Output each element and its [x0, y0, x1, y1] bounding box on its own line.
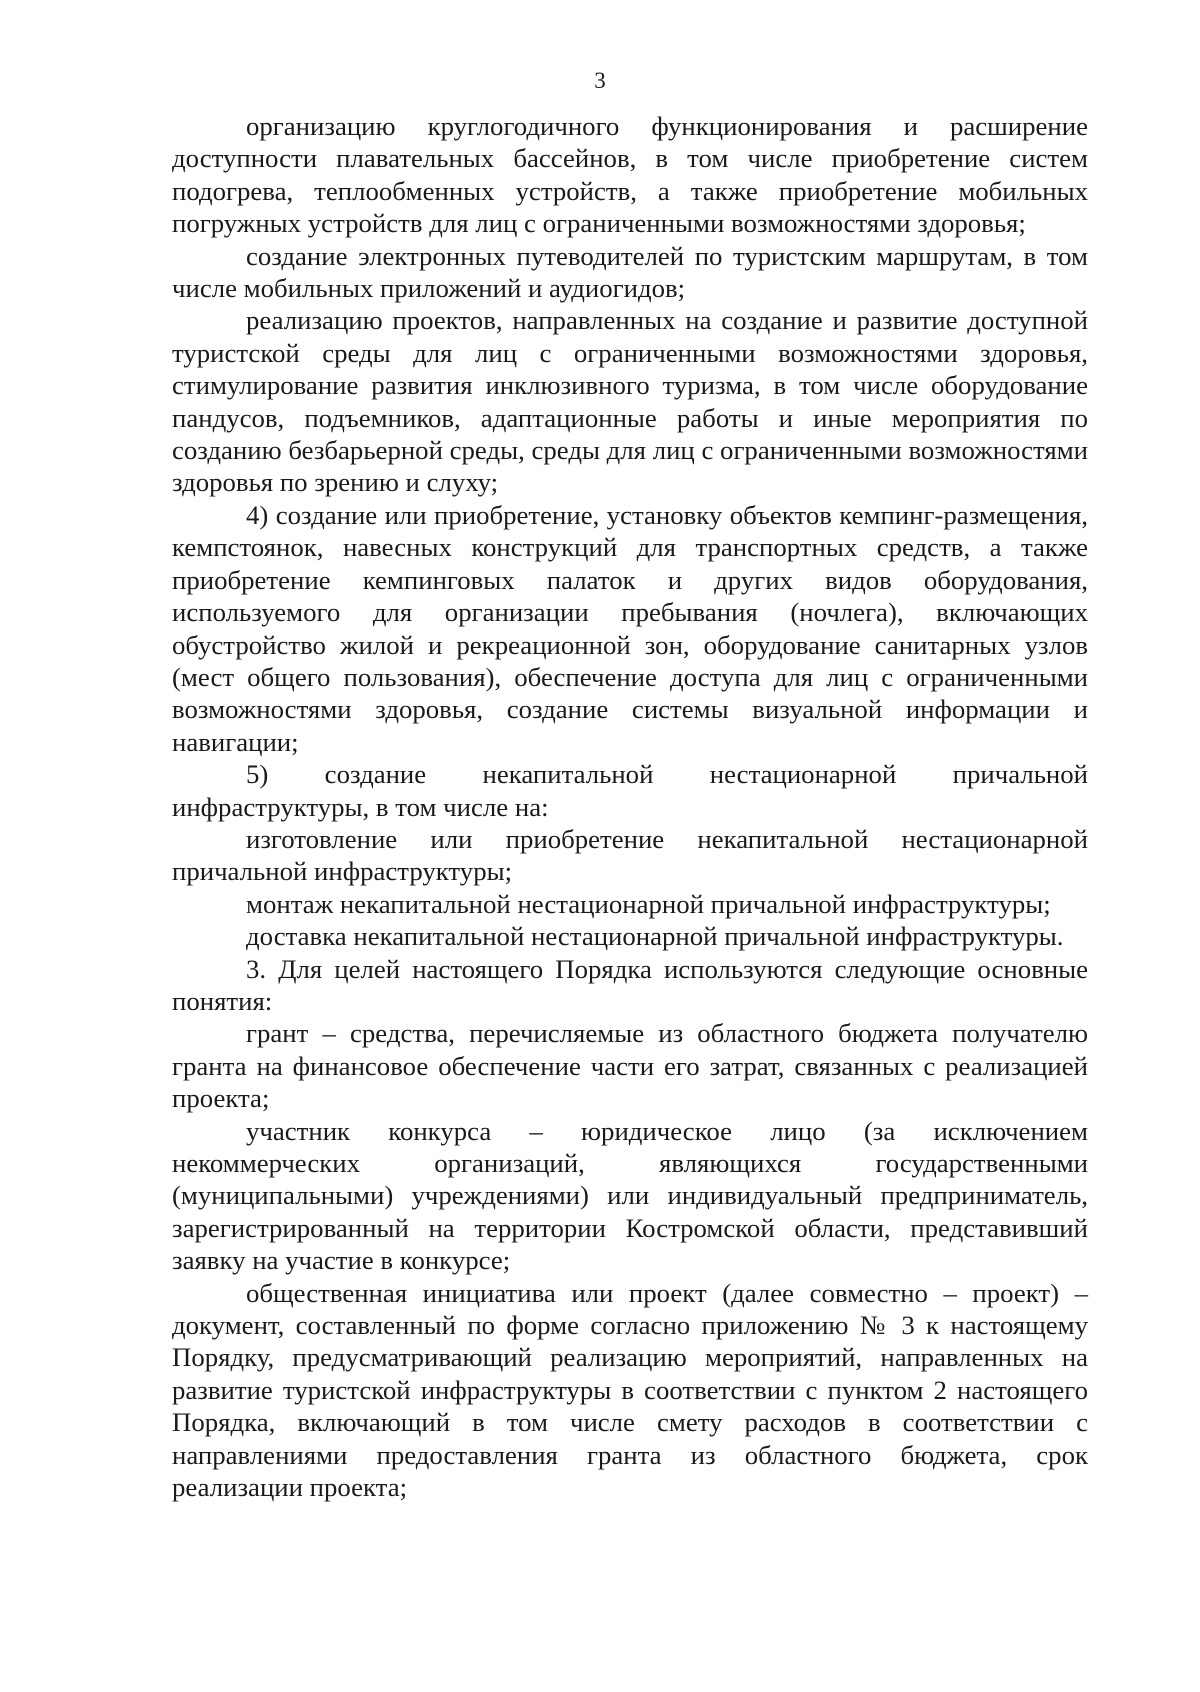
page-number: 3 — [594, 68, 606, 93]
paragraph: изготовление или приобретение некапитальной нестационарной причальной инфраструктуры; — [172, 823, 1088, 887]
paragraph: грант – средства, перечисляемые из областного бюджета получателю гранта на финансовое обеспечение части его затрат, связанных с реализацией проекта; — [172, 1018, 1088, 1114]
paragraph: 4) создание или приобретение, установку объектов кемпинг-размещения, кемпстоянок, навесных конструкций для транспортных средств, а также приобретение кемпинговых палаток и других видов оборудования, используемого для организации пребывания (ночлега), включающих обустройство жилой и рекреационной зон, оборудование санитарных узлов (мест общего пользования), обеспечение доступа для лиц с ограниченными возможностями здоровья, создание системы визуальной информации и навигации; — [172, 499, 1088, 757]
paragraph: 3. Для целей настоящего Порядка используются следующие основные понятия: — [172, 953, 1088, 1016]
paragraph: организацию круглогодичного функционирования и расширение доступности плавательных бассейнов, в том числе приобретение систем подогрева, теплообменных устройств, а также приобретение мобильных погружных устройств для лиц с ограниченными возможностями здоровья; — [172, 111, 1088, 239]
paragraph: общественная инициатива или проект (далее совместно – проект) – документ, составленный по форме согласно приложению № 3 к настоящему Порядку, предусматривающий реализацию мероприятий, направленных на развитие туристской инфраструктуры в соответствии с пунктом 2 настоящего Порядка, включающий в том числе смету расходов в соответствии с направлениями предоставления гранта из областного бюджета, срок реализации проекта; — [172, 1277, 1088, 1503]
document-body — [172, 110, 1088, 1503]
paragraph: создание электронных путеводителей по туристским маршрутам, в том числе мобильных приложений и аудиогидов; — [172, 240, 1088, 304]
paragraph: реализацию проектов, направленных на создание и развитие доступной туристской среды для лиц с ограниченными возможностями здоровья, стимулирование развития инклюзивного туризма, в том числе оборудование пандусов, подъемников, адаптационные работы и иные мероприятия по созданию безбарьерной среды, среды для лиц с ограниченными возможностями здоровья по зрению и слуху; — [172, 305, 1089, 498]
paragraph: 5) создание некапитальной нестационарной причальной инфраструктуры, в том числе на: — [172, 759, 1088, 822]
paragraph: монтаж некапитальной нестационарной причальной инфраструктуры; — [246, 888, 1051, 919]
paragraph: участник конкурса – юридическое лицо (за исключением некоммерческих организаций, являющихся государственными (муниципальными) учреждениями) или индивидуальный предприниматель, зарегистрированный на территории Костромской области, представивший заявку на участие в конкурсе; — [172, 1115, 1088, 1276]
paragraph: доставка некапитальной нестационарной причальной инфраструктуры. — [246, 921, 1064, 952]
